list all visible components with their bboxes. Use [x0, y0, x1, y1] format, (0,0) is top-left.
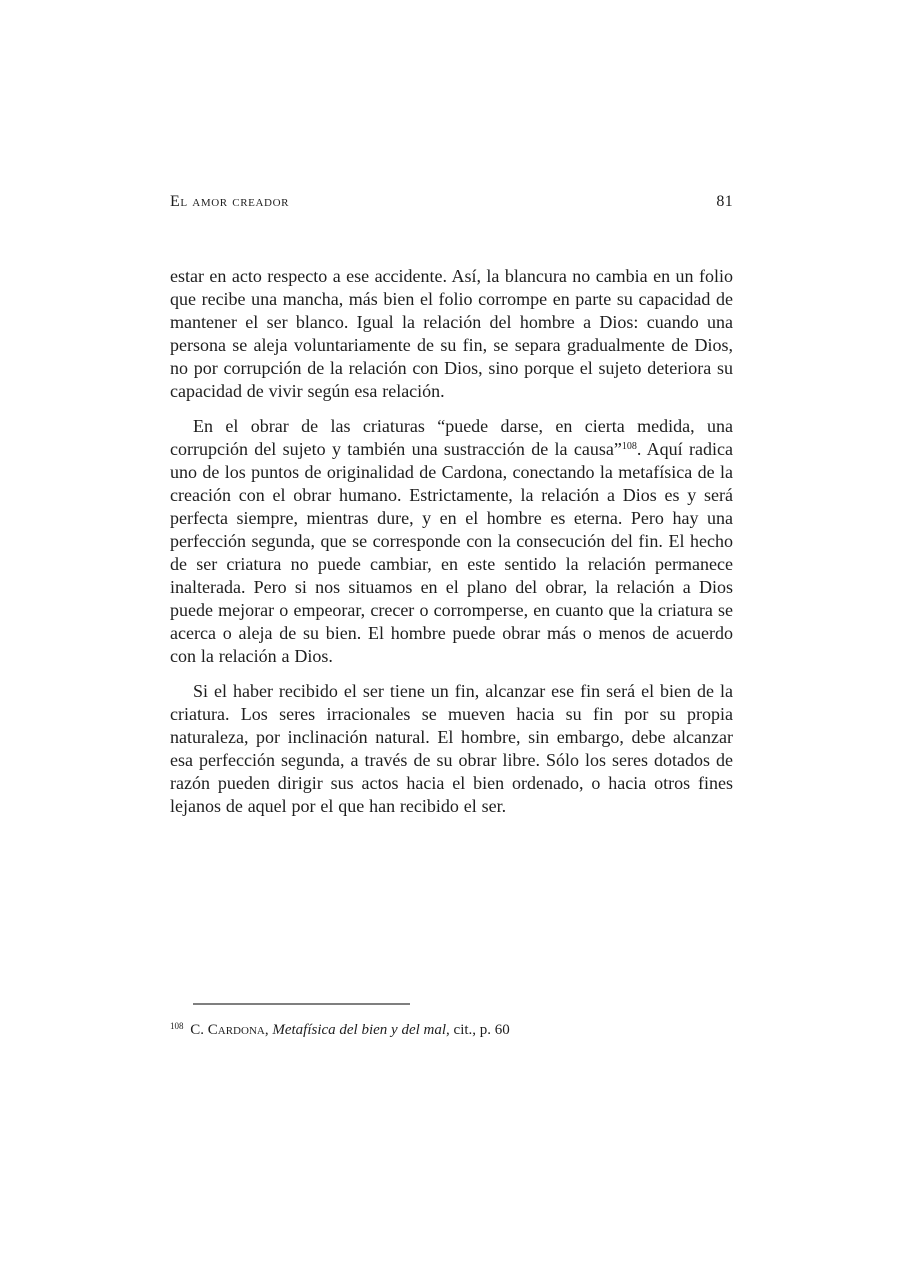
footnote — [170, 1020, 733, 1040]
text-segment: , cit., p. 60 — [446, 1022, 510, 1038]
paragraph — [170, 680, 733, 818]
footnote-separator — [193, 1003, 410, 1005]
footnote-text — [170, 1022, 510, 1038]
text-segment: estar en acto respecto a ese accidente. Así, la blancura no cambia en un folio que recibe una mancha, más bien el folio corrompe en parte su capacidad de mantener el ser blanco. Igual la relación del hombre a Dios: cuando una persona se aleja voluntariamente de su fin, se separa gradualmente de Dios, no por corrupción de la relación con Dios, sino porque el sujeto deteriora su capacidad de vivir según esa relación. — [170, 266, 733, 401]
page-number: 81 — [716, 193, 733, 210]
footnote-reference: 108 — [170, 1021, 184, 1031]
paragraph — [170, 265, 733, 403]
text-segment: En el obrar de las criaturas “puede darse, en cierta medida, una corrupción del sujeto y también una sustracción de la causa” — [170, 416, 733, 459]
running-header — [170, 192, 733, 212]
body-text — [170, 265, 733, 818]
text-segment: Si el haber recibido el ser tiene un fin, alcanzar ese fin será el bien de la criatura. Los seres irracionales se mueven hacia su fin por su propia naturaleza, por inclinación natural. El hombre, sin embargo, debe alcanzar esa perfección segunda, a través de su obrar libre. Sólo los seres dotados de razón pueden dirigir sus actos hacia el bien ordenado, o hacia otros fines lejanos de aquel por el que han recibido el ser. — [170, 681, 733, 816]
text-segment: , — [264, 1022, 273, 1038]
text-segment: Cardona — [207, 1022, 265, 1038]
footnote-reference: 108 — [621, 441, 637, 452]
running-title: El amor creador — [170, 193, 290, 210]
paragraph — [170, 415, 733, 668]
text-segment: Metafísica del bien y del mal — [272, 1022, 447, 1038]
text-segment: . Aquí radica uno de los puntos de originalidad de Cardona, conectando la metafísica de la creación con el obrar humano. Estrictamente, la relación a Dios es y será perfecta siempre, mientras dure, y en el hombre es eterna. Pero hay una perfección segunda, que se corresponde con la consecución del fin. El hecho de ser criatura no puede cambiar, en este sentido la relación permanece inalterada. Pero si nos situamos en el plano del obrar, la relación a Dios puede mejorar o empeorar, crecer o corromperse, en cuanto que la criatura se acerca o aleja de su bien. El hombre puede obrar más o menos de acuerdo con la relación a Dios. — [170, 439, 733, 666]
text-segment: C. — [186, 1022, 208, 1038]
